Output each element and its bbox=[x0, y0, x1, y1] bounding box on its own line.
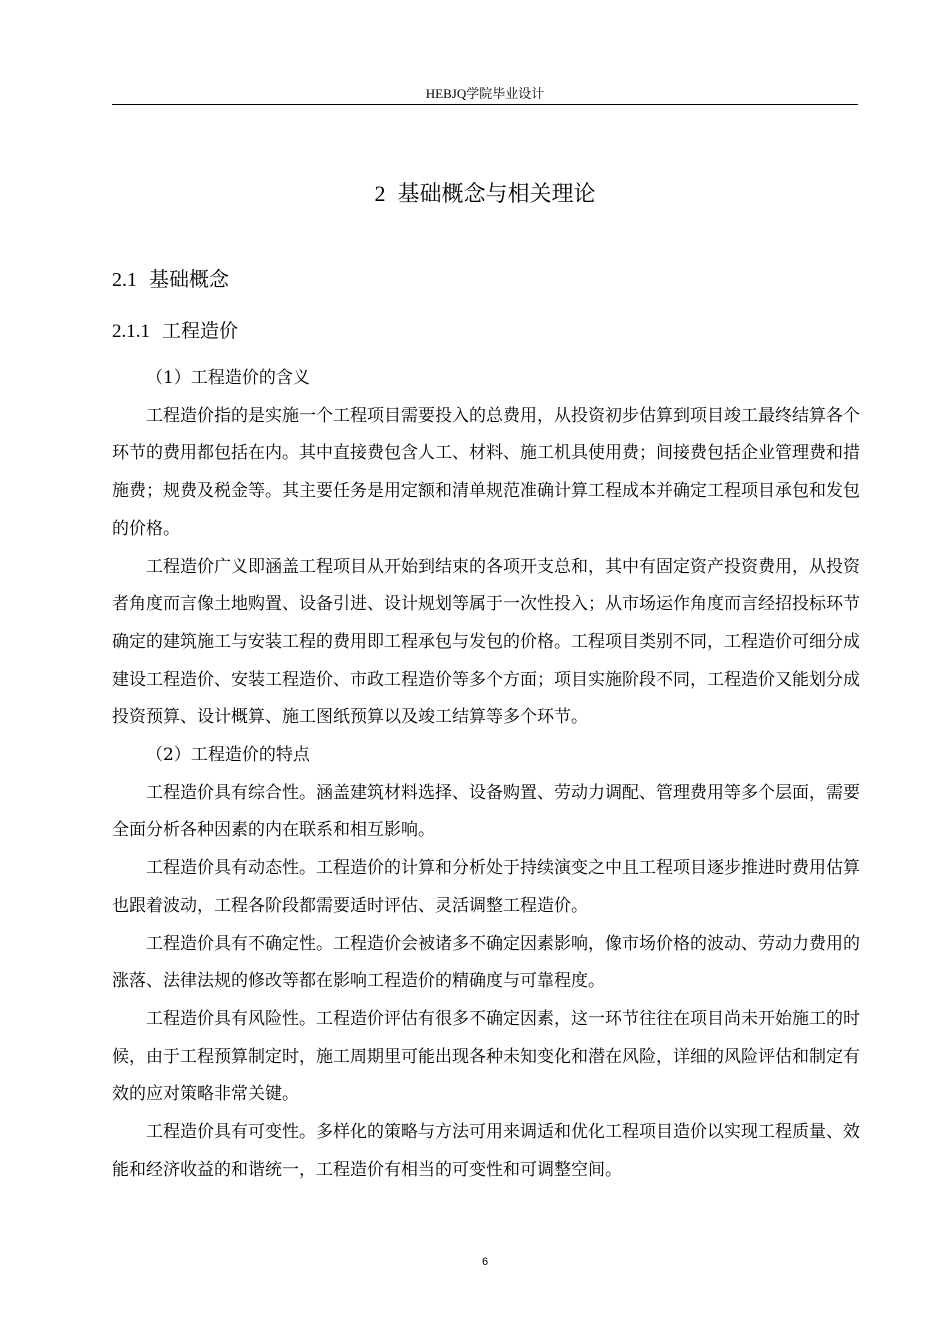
paragraph: 工程造价具有动态性。工程造价的计算和分析处于持续演变之中且工程项目逐步推进时费用估算也跟着波动，工程各阶段都需要适时评估、灵活调整工程造价。 bbox=[112, 858, 860, 916]
paragraph: 工程造价具有不确定性。工程造价会被诸多不确定因素影响，像市场价格的波动、劳动力费用的涨落、法律法规的修改等都在影响工程造价的精确度与可靠程度。 bbox=[112, 933, 860, 992]
subheading-meaning: （1）工程造价的含义 bbox=[146, 368, 310, 388]
page-number: 6 bbox=[481, 1256, 489, 1268]
section-title: 基础概念 bbox=[149, 267, 229, 291]
body-text bbox=[112, 360, 860, 1189]
paragraph: 工程造价广义即涵盖工程项目从开始到结束的各项开支总和，其中有固定资产投资费用，从投资者角度而言像土地购置、设备引进、设计规划等属于一次性投入；从市场运作角度而言经招投标环节确定的建筑施工与安装工程的费用即工程承包与发包的价格。工程项目类别不同，工程造价可细分成建设工程造价、安装工程造价、市政工程造价等多个方面；项目实施阶段不同，工程造价又能划分成投资预算、设计概算、施工图纸预算以及竣工结算等多个环节。 bbox=[112, 556, 860, 728]
subsection-heading bbox=[112, 315, 238, 348]
section-heading bbox=[112, 263, 229, 296]
paragraph: 工程造价指的是实施一个工程项目需要投入的总费用，从投资初步估算到项目竣工最终结算各个环节的费用都包括在内。其中直接费包含人工、材料、施工机具使用费；间接费包括企业管理费和措施费；规费及税金等。其主要任务是用定额和清单规范准确计算工程成本并确定工程项目承包和发包的价格。 bbox=[112, 405, 860, 539]
paragraph: 工程造价具有可变性。多样化的策略与方法可用来调适和优化工程项目造价以实现工程质量、效能和经济收益的和谐统一，工程造价有相当的可变性和可调整空间。 bbox=[112, 1122, 860, 1180]
chapter-title-text: 基础概念与相关理论 bbox=[397, 182, 596, 207]
paragraph: 工程造价具有风险性。工程造价评估有很多不确定因素，这一环节往往在项目尚未开始施工的时候，由于工程预算制定时，施工周期里可能出现各种未知变化和潜在风险，详细的风险评估和制定有效的应对策略非常关键。 bbox=[112, 1008, 860, 1105]
subsection-number: 2.1.1 bbox=[112, 321, 150, 342]
chapter-title bbox=[112, 178, 858, 211]
paragraph: 工程造价具有综合性。涵盖建筑材料选择、设备购置、劳动力调配、管理费用等多个层面，需要全面分析各种因素的内在联系和相互影响。 bbox=[112, 782, 860, 841]
subheading-features: （2）工程造价的特点 bbox=[146, 745, 310, 766]
page-header: HEBJQ学院毕业设计 bbox=[425, 86, 545, 101]
header-divider bbox=[112, 104, 858, 105]
subsection-title: 工程造价 bbox=[162, 320, 239, 342]
section-number: 2.1 bbox=[112, 269, 137, 291]
chapter-number: 2 bbox=[374, 181, 386, 206]
